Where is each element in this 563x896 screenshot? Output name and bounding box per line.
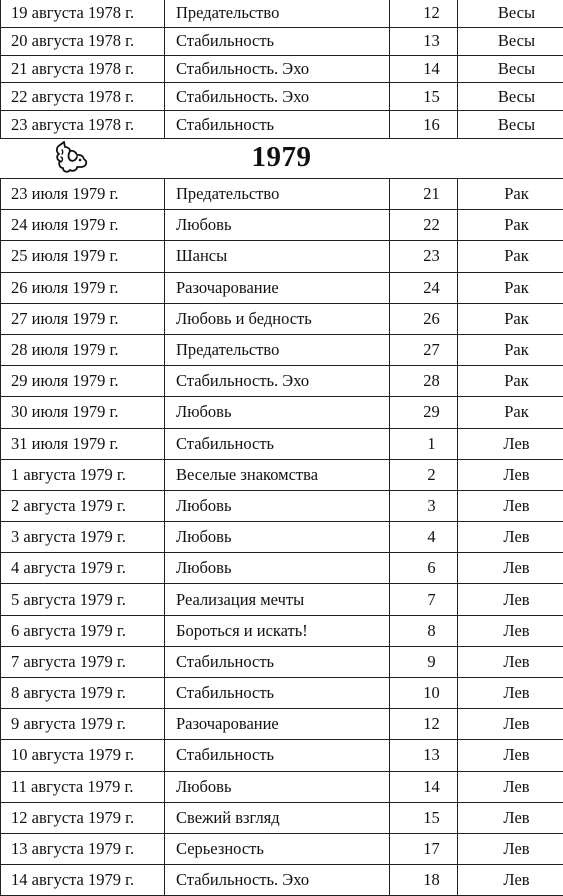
- sign-cell: Лев: [458, 522, 563, 553]
- event-cell: Веселые знакомства: [165, 459, 390, 490]
- sign-cell: Лев: [458, 865, 563, 896]
- date-cell: 31 июля 1979 г.: [1, 428, 165, 459]
- date-cell: 2 августа 1979 г.: [1, 490, 165, 521]
- date-cell: 6 августа 1979 г.: [1, 615, 165, 646]
- table-1979-body: [1, 179, 563, 896]
- date-cell: 10 августа 1979 г.: [1, 740, 165, 771]
- event-cell: Стабильность: [165, 428, 390, 459]
- number-cell: 21: [390, 179, 458, 210]
- event-cell: Разочарование: [165, 272, 390, 303]
- event-cell: Шансы: [165, 241, 390, 272]
- number-cell: 14: [390, 55, 458, 83]
- event-cell: Предательство: [165, 179, 390, 210]
- table-row: [1, 615, 563, 646]
- number-cell: 1: [390, 428, 458, 459]
- date-cell: 24 июля 1979 г.: [1, 210, 165, 241]
- table-row: [1, 27, 563, 55]
- date-cell: 27 июля 1979 г.: [1, 303, 165, 334]
- event-cell: Свежий взгляд: [165, 802, 390, 833]
- number-cell: 27: [390, 334, 458, 365]
- date-cell: 12 августа 1979 г.: [1, 802, 165, 833]
- event-cell: Любовь: [165, 397, 390, 428]
- table-row: [1, 833, 563, 864]
- event-cell: Любовь: [165, 771, 390, 802]
- sign-cell: Лев: [458, 459, 563, 490]
- sign-cell: Рак: [458, 210, 563, 241]
- event-cell: Любовь: [165, 522, 390, 553]
- date-cell: 5 августа 1979 г.: [1, 584, 165, 615]
- table-row: [1, 459, 563, 490]
- number-cell: 15: [390, 802, 458, 833]
- number-cell: 10: [390, 678, 458, 709]
- date-cell: 9 августа 1979 г.: [1, 709, 165, 740]
- number-cell: 6: [390, 553, 458, 584]
- sign-cell: Рак: [458, 397, 563, 428]
- event-cell: Стабильность: [165, 678, 390, 709]
- date-cell: 23 августа 1978 г.: [1, 111, 165, 139]
- table-row: [1, 210, 563, 241]
- event-cell: Стабильность: [165, 111, 390, 139]
- event-cell: Любовь: [165, 490, 390, 521]
- sign-cell: Весы: [458, 111, 563, 139]
- date-cell: 14 августа 1979 г.: [1, 865, 165, 896]
- event-cell: Реализация мечты: [165, 584, 390, 615]
- number-cell: 14: [390, 771, 458, 802]
- table-row: [1, 428, 563, 459]
- number-cell: 8: [390, 615, 458, 646]
- event-cell: Стабильность: [165, 27, 390, 55]
- sign-cell: Рак: [458, 366, 563, 397]
- sign-cell: Лев: [458, 678, 563, 709]
- date-cell: 3 августа 1979 г.: [1, 522, 165, 553]
- event-cell: Предательство: [165, 334, 390, 365]
- event-cell: Предательство: [165, 0, 390, 27]
- date-cell: 19 августа 1978 г.: [1, 0, 165, 27]
- number-cell: 13: [390, 740, 458, 771]
- sign-cell: Весы: [458, 27, 563, 55]
- number-cell: 13: [390, 27, 458, 55]
- date-cell: 21 августа 1978 г.: [1, 55, 165, 83]
- number-cell: 28: [390, 366, 458, 397]
- table-row: [1, 740, 563, 771]
- table-row: [1, 646, 563, 677]
- number-cell: 22: [390, 210, 458, 241]
- number-cell: 24: [390, 272, 458, 303]
- sign-cell: Рак: [458, 272, 563, 303]
- date-cell: 23 июля 1979 г.: [1, 179, 165, 210]
- table-row: [1, 55, 563, 83]
- number-cell: 9: [390, 646, 458, 677]
- event-cell: Разочарование: [165, 709, 390, 740]
- date-cell: 22 августа 1978 г.: [1, 83, 165, 111]
- date-cell: 28 июля 1979 г.: [1, 334, 165, 365]
- table-row: [1, 802, 563, 833]
- sign-cell: Лев: [458, 771, 563, 802]
- number-cell: 12: [390, 709, 458, 740]
- number-cell: 18: [390, 865, 458, 896]
- table-1978: [0, 0, 563, 139]
- sign-cell: Рак: [458, 303, 563, 334]
- table-row: [1, 397, 563, 428]
- number-cell: 17: [390, 833, 458, 864]
- table-row: [1, 584, 563, 615]
- event-cell: Любовь и бедность: [165, 303, 390, 334]
- table-row: [1, 709, 563, 740]
- sign-cell: Весы: [458, 83, 563, 111]
- table-1978-body: [1, 0, 563, 138]
- sign-cell: Лев: [458, 584, 563, 615]
- table-row: [1, 0, 563, 27]
- date-cell: 20 августа 1978 г.: [1, 27, 165, 55]
- number-cell: 23: [390, 241, 458, 272]
- sign-cell: Лев: [458, 646, 563, 677]
- event-cell: Стабильность. Эхо: [165, 55, 390, 83]
- table-row: [1, 522, 563, 553]
- table-row: [1, 83, 563, 111]
- number-cell: 29: [390, 397, 458, 428]
- event-cell: Серьезность: [165, 833, 390, 864]
- sign-cell: Лев: [458, 740, 563, 771]
- date-cell: 7 августа 1979 г.: [1, 646, 165, 677]
- sign-cell: Лев: [458, 553, 563, 584]
- table-row: [1, 241, 563, 272]
- date-cell: 30 июля 1979 г.: [1, 397, 165, 428]
- sign-cell: Весы: [458, 0, 563, 27]
- sign-cell: Лев: [458, 833, 563, 864]
- number-cell: 2: [390, 459, 458, 490]
- event-cell: Стабильность: [165, 646, 390, 677]
- sign-cell: Лев: [458, 615, 563, 646]
- sign-cell: Рак: [458, 241, 563, 272]
- sign-cell: Рак: [458, 334, 563, 365]
- number-cell: 4: [390, 522, 458, 553]
- table-row: [1, 553, 563, 584]
- sign-cell: Лев: [458, 802, 563, 833]
- date-cell: 4 августа 1979 г.: [1, 553, 165, 584]
- event-cell: Бороться и искать!: [165, 615, 390, 646]
- table-row: [1, 111, 563, 139]
- year-header: [0, 138, 563, 178]
- date-cell: 26 июля 1979 г.: [1, 272, 165, 303]
- table-row: [1, 366, 563, 397]
- sign-cell: Лев: [458, 709, 563, 740]
- table-row: [1, 490, 563, 521]
- table-row: [1, 865, 563, 896]
- date-cell: 25 июля 1979 г.: [1, 241, 165, 272]
- number-cell: 26: [390, 303, 458, 334]
- number-cell: 12: [390, 0, 458, 27]
- table-row: [1, 179, 563, 210]
- sign-cell: Рак: [458, 179, 563, 210]
- number-cell: 16: [390, 111, 458, 139]
- number-cell: 15: [390, 83, 458, 111]
- year-title: 1979: [0, 141, 563, 174]
- sign-cell: Лев: [458, 428, 563, 459]
- date-cell: 29 июля 1979 г.: [1, 366, 165, 397]
- event-cell: Стабильность. Эхо: [165, 366, 390, 397]
- table-row: [1, 771, 563, 802]
- sign-cell: Весы: [458, 55, 563, 83]
- date-cell: 11 августа 1979 г.: [1, 771, 165, 802]
- event-cell: Любовь: [165, 210, 390, 241]
- date-cell: 8 августа 1979 г.: [1, 678, 165, 709]
- event-cell: Любовь: [165, 553, 390, 584]
- table-row: [1, 303, 563, 334]
- date-cell: 1 августа 1979 г.: [1, 459, 165, 490]
- sign-cell: Лев: [458, 490, 563, 521]
- table-row: [1, 678, 563, 709]
- event-cell: Стабильность. Эхо: [165, 865, 390, 896]
- event-cell: Стабильность. Эхо: [165, 83, 390, 111]
- table-row: [1, 334, 563, 365]
- date-cell: 13 августа 1979 г.: [1, 833, 165, 864]
- table-1979: [0, 178, 563, 896]
- table-row: [1, 272, 563, 303]
- number-cell: 3: [390, 490, 458, 521]
- event-cell: Стабильность: [165, 740, 390, 771]
- number-cell: 7: [390, 584, 458, 615]
